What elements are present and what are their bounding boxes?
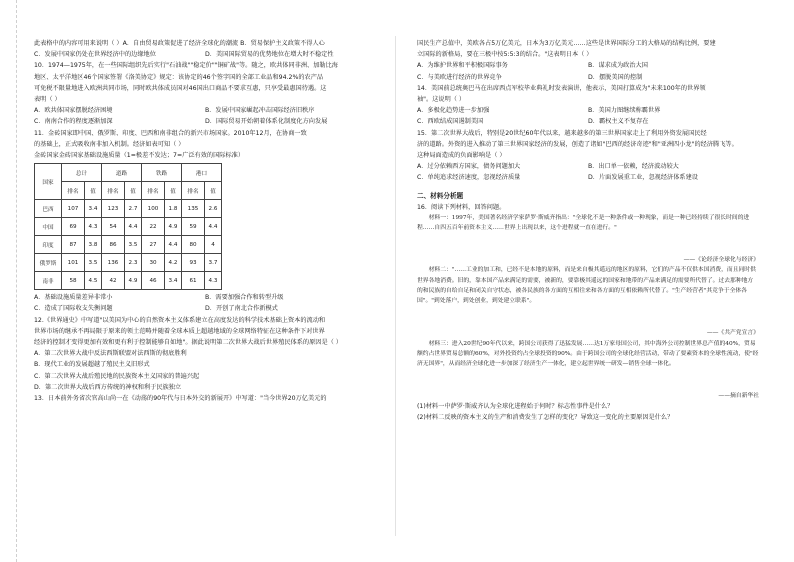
cell: 4.3 xyxy=(205,272,222,290)
binding-fold-line xyxy=(16,0,17,562)
cell: 22 xyxy=(142,218,165,236)
q11-options-row xyxy=(34,303,376,314)
q13-line: 国民生产总值中，美欧各占5万亿美元，日本为3万亿美元……这些是世界国际分工的大格局的结构比例，要建 xyxy=(417,40,716,47)
q12-option-a[interactable]: A．第二次世界大战中反法西斯联盟对法西斯的彻底胜利 xyxy=(34,350,187,358)
column-divider xyxy=(395,36,396,536)
table-header-ports: 港口 xyxy=(182,164,222,182)
cell: 印度 xyxy=(35,236,62,254)
q14-options-row xyxy=(417,105,759,116)
cell: 123 xyxy=(102,200,125,218)
material-one: 材料一：1997年，美国著名经济学家萨罗·斯威齐指出："全球化不是一种条件或一种现象，而是一种已经持续了很长时间的进程……自四五百年前资本主义……世界上出现以来，这个进程就一直在进行。" xyxy=(417,214,750,232)
q15-line: 15．第二次世界大战后，特别是20世纪60年代以来，越来越多的第三世界国家走上了利用外资发展国民经 xyxy=(417,129,707,137)
cell: 中国 xyxy=(35,218,62,236)
cell: 2.7 xyxy=(125,200,142,218)
table-header-rail: 铁路 xyxy=(142,164,182,182)
material-one-source: ——《论经济全球化与经济》 xyxy=(683,256,759,263)
cell: 30 xyxy=(142,254,165,272)
table-subheader-value: 值 xyxy=(165,182,182,200)
cell: 2.6 xyxy=(205,200,222,218)
cell: 2.3 xyxy=(125,254,142,272)
q15-line: 济的道路。外资的进入推动了第三世界国家经济的发展，创造了诸如"巴西的经济奇迹"和"亚洲四小龙"的经济腾飞等。 xyxy=(417,140,738,148)
q13-options-row xyxy=(417,60,759,71)
cell: 59 xyxy=(182,218,205,236)
q10-option-a[interactable]: A．欧共体国家摆脱经济困境 xyxy=(34,107,113,115)
cell: 87 xyxy=(62,236,85,254)
table-subheader-value: 值 xyxy=(125,182,142,200)
cell: 101 xyxy=(62,254,85,272)
cell: 58 xyxy=(62,272,85,290)
q9-options xyxy=(34,49,376,60)
sub-question-1: (1)材料一中萨罗·斯威齐认为全球化进程始于何时？标志性事件是什么？ xyxy=(417,403,614,411)
right-column xyxy=(417,38,759,423)
q15-option-a[interactable]: A．过分依赖西方国家，债务问题加大 xyxy=(417,163,521,171)
q15-option-d[interactable]: D．片面发展重工业，忽视经济体系建设 xyxy=(588,174,698,182)
cell: 4.9 xyxy=(165,218,182,236)
q15-option-b[interactable]: B．出口单一依赖，经济波动较大 xyxy=(588,163,679,171)
q11-line: 11．金砖国家即中国、俄罗斯、印度、巴西和南非组合的新兴市场国家。2010年12月，在协商一致 xyxy=(34,129,307,137)
q13-option-a[interactable]: A．为维护世界和平积极国际事务 xyxy=(417,62,508,70)
q13-line: 13．日本前外务省次官高山尚一在《动荡的90年代与日本外交的新展开》中写道："当今世界20万亿美元的 xyxy=(34,395,327,403)
table-subheader-rank: 排名 xyxy=(102,182,125,200)
table-row xyxy=(35,272,222,290)
q14-option-d[interactable]: D．霸权主义不复存在 xyxy=(588,118,649,126)
q13-option-b[interactable]: B．谋求成为政治大国 xyxy=(588,62,648,70)
q13-option-c[interactable]: C．与美欧进行经济的世界竞争 xyxy=(417,73,502,81)
q10-option-b[interactable]: B．发展中国家崛起冲击国际经济旧秩序 xyxy=(205,107,315,115)
q10-line: 表明（ ） xyxy=(34,96,61,104)
section-title: 二、材料分析题 xyxy=(417,191,464,200)
q12-option-d[interactable]: D．第二次世界大战后西方传统的神权和利于民族独立 xyxy=(34,383,182,391)
q10-line: 地区、太平洋地区46个国家签署《洛美协定》规定：该协定的46个签字国的全部工业品和94.2%的农产品 xyxy=(34,73,324,81)
table-header-total: 总计 xyxy=(62,164,102,182)
material-two: 材料二："……工业的加工和，已经不是本地的原料，而是来自极其遥远的地区的原料，它们的产品不仅供本国消费，而且同时供世界各地消费。旧的，靠本国产品来满足的需要，被新的，要靠极其遥远的国家和地带的产品来满足的需要所代替了。过去那种地方的和民族的自给自足和闭关自守状态，被各民族的各方面的互相往来和各方面的互相依赖所代替了。"生产经营者"其竞争于全体各国"。"到处落户，到处创业，到处建立联系"。 xyxy=(417,267,756,305)
cell: 135 xyxy=(182,200,205,218)
cell: 93 xyxy=(182,254,205,272)
cell: 4.9 xyxy=(125,272,142,290)
q12-line: 世界市场的继承不再局限于原来的领土范畴并随着全球本质上超越地域的全球网络特征在这种条件下对世界 xyxy=(34,327,325,335)
q14-options-row xyxy=(417,116,759,127)
material-three-source: ——摘自新华社 xyxy=(718,392,759,399)
material-two-source: ——《共产党宣言》 xyxy=(706,330,759,337)
cell: 4.4 xyxy=(125,218,142,236)
q11-options-row xyxy=(34,292,376,303)
cell: 136 xyxy=(102,254,125,272)
q15-option-c[interactable]: C．单纯追求经济速度，忽视经济质量 xyxy=(417,174,521,182)
q10-line: 10．1974—1975年，在一些国际组织先后实行"石油战""稳定价""铜矿战"等。随之，欧共体同非洲、加勒比海 xyxy=(34,62,338,70)
q13-options-row xyxy=(417,72,759,83)
table-row xyxy=(35,200,222,218)
q9-option-c[interactable]: C．发展中国家仍处在世界经济中的边缘地位 xyxy=(34,51,156,59)
q15-options-row xyxy=(417,161,759,172)
cell: 1.8 xyxy=(165,200,182,218)
infrastructure-table xyxy=(34,163,222,290)
cell: 4.4 xyxy=(205,218,222,236)
cell: 86 xyxy=(102,236,125,254)
cell: 42 xyxy=(102,272,125,290)
q14-option-b[interactable]: B．美国力图继续称霸世界 xyxy=(588,107,661,115)
cell: 107 xyxy=(62,200,85,218)
cell: 3.5 xyxy=(85,254,102,272)
q10-options-row xyxy=(34,105,376,116)
q11-line: 的基础上，正式吸收南非加入机制。经济如表可知（ ） xyxy=(34,140,185,148)
sub-question-2: (2)材料二反映的资本主义的生产和消费发生了怎样的变化？导致这一变化的主要原因是什么？ xyxy=(417,414,674,422)
q15-line: 这种局面造成的负面影响是（ ） xyxy=(417,152,506,160)
cell: 3.8 xyxy=(85,236,102,254)
cell: 80 xyxy=(182,236,205,254)
table-header-country: 国家 xyxy=(35,164,62,200)
cell: 俄罗斯 xyxy=(35,254,62,272)
table-subheader-rank: 排名 xyxy=(182,182,205,200)
q9-stem: 此表格中的内容可用来说明（ ）A．自由贸易政策促进了经济全球化的潮流 B．贸易保护主义政策不得人心 xyxy=(34,40,325,47)
cell: 4 xyxy=(205,236,222,254)
cell: 4.2 xyxy=(165,254,182,272)
q14-option-c[interactable]: C．西欧结成国遏制美国 xyxy=(417,118,484,126)
table-subheader-rank: 排名 xyxy=(62,182,85,200)
q15-options-row xyxy=(417,172,759,183)
q10-option-c[interactable]: C．南南合作的程度逐渐加深 xyxy=(34,118,113,126)
cell: 4.4 xyxy=(165,236,182,254)
q11-option-b[interactable]: B．需要加强合作和转型升级 xyxy=(205,294,284,302)
cell: 61 xyxy=(182,272,205,290)
q12-option-c[interactable]: C．第二次世界大战后殖民地的民族资本主义国家的普遍兴起 xyxy=(34,372,200,380)
q13-option-d[interactable]: D．摆脱美国的控制 xyxy=(588,73,643,81)
q11-option-d[interactable]: D．开创了南北合作新模式 xyxy=(205,305,278,313)
q12-option-b[interactable]: B．现代工业的发展超越了殖民主义旧形式 xyxy=(34,361,150,369)
table-header-roads: 道路 xyxy=(102,164,142,182)
q14-option-a[interactable]: A．多极化趋势进一步加强 xyxy=(417,107,490,115)
q12-line: 12.《世界通史》中写道"以美国为中心的自然资本主义体系建立在高度发达的科学技术基础上资本的流动和 xyxy=(34,316,326,324)
cell: 南非 xyxy=(35,272,62,290)
q10-line: 可免税不限量地进入欧洲共同市场，同时欧共体成员国对46国出口商品不要求互惠，只享受最惠国待遇。这 xyxy=(34,84,327,92)
material-three: 材料三：进入20世纪90年代以来，跨国公司获得了迅猛发展……达1万家母国公司，其中海外公司控制世界总产值的40%，贸易额约占世界贸易总额的60%，对外投资约占全球投资的90%。由于跨国公司的全球化经营活动，带动了要素资本的全球性流动，使"经济无国界"，从而经济全球化进一步加深了经济生产一体化，建立起世界统一研发—销售全球一体化。 xyxy=(417,340,759,368)
table-row xyxy=(35,236,222,254)
cell: 46 xyxy=(142,272,165,290)
cell: 4.5 xyxy=(85,272,102,290)
cell: 3.4 xyxy=(85,200,102,218)
left-column xyxy=(34,38,376,404)
cell: 3.5 xyxy=(125,236,142,254)
table-row xyxy=(35,218,222,236)
cell: 3.7 xyxy=(205,254,222,272)
q10-option-d[interactable]: D．国际贸易开始朝着体系化制度化方向发展 xyxy=(205,118,328,126)
q11-option-c[interactable]: C．造成了国际收支失衡问题 xyxy=(34,305,113,313)
table-subheader-value: 值 xyxy=(85,182,102,200)
q14-line: 袖"。这说明（ ） xyxy=(417,96,466,104)
cell: 54 xyxy=(102,218,125,236)
q12-line: 经济的控制才变得更加有效和更有利于控制能够自如地"。据此说明第二次世界大战后世界殖民体系的原因是（ ） xyxy=(34,339,342,347)
cell: 69 xyxy=(62,218,85,236)
q14-line: 14．美国前总统奥巴马在出席西点军校毕业典礼时发表演讲，他表示，美国打算成为"未来100年的世界领 xyxy=(417,84,706,92)
q16-stem: 16．阅读下列材料，回答问题。 xyxy=(417,203,506,211)
cell: 27 xyxy=(142,236,165,254)
table-subheader-value: 值 xyxy=(205,182,222,200)
q10-options-row xyxy=(34,116,376,127)
q9-option-d[interactable]: D．美国国际贸易的优势地位在增大时不稳定性 xyxy=(205,51,334,59)
table-caption: 金砖国家金砖国家基础设施质量（1=极差不发达；7=广泛有效的国际标准） xyxy=(34,152,245,160)
q11-option-a[interactable]: A．基础设施质量差异非常小 xyxy=(34,294,113,302)
table-row xyxy=(35,254,222,272)
q13-line: 立国际的新格局，要在三极中按5:5:3的结合。"这表明日本（ ） xyxy=(417,51,593,59)
cell: 100 xyxy=(142,200,165,218)
cell: 3.4 xyxy=(165,272,182,290)
cell: 4.3 xyxy=(85,218,102,236)
cell: 巴西 xyxy=(35,200,62,218)
table-subheader-rank: 排名 xyxy=(142,182,165,200)
